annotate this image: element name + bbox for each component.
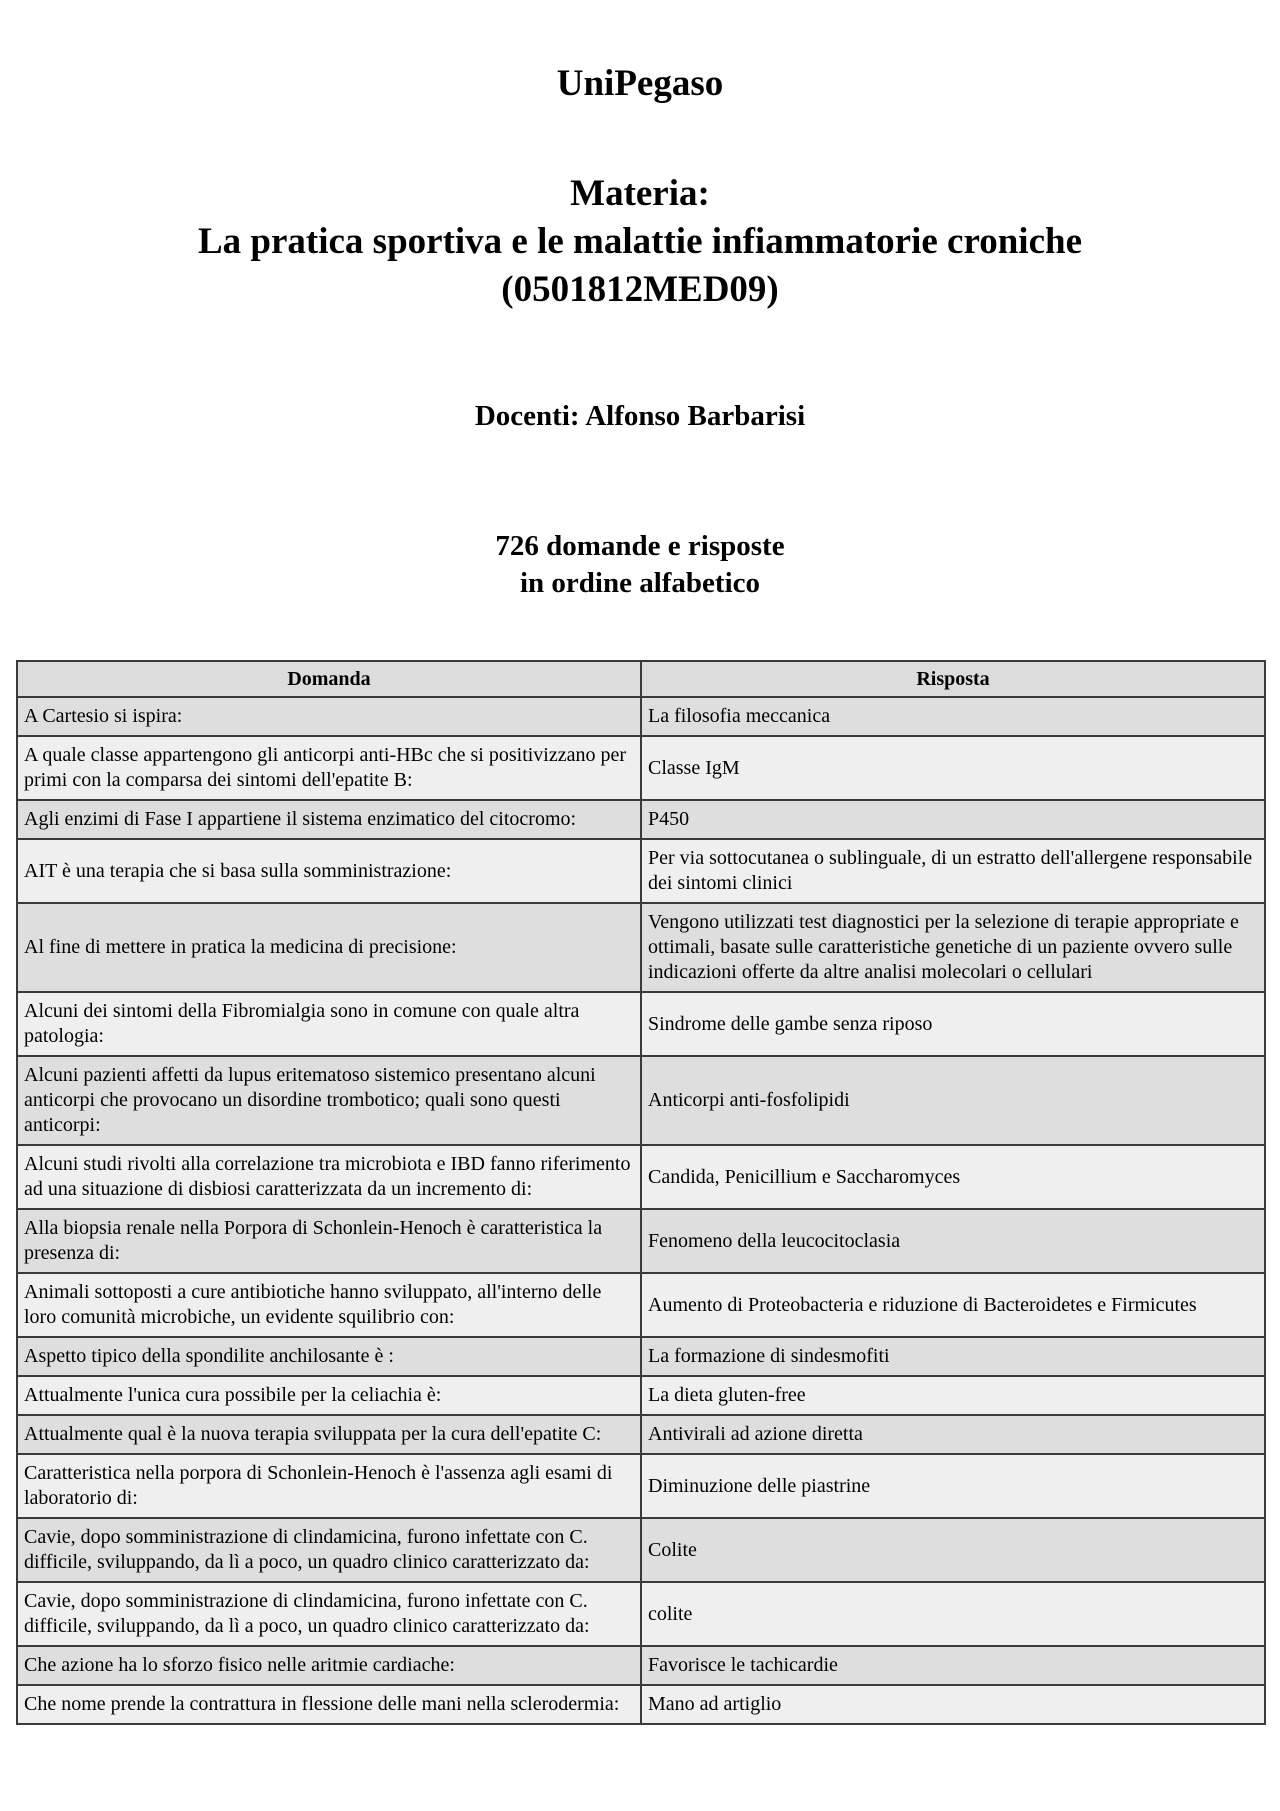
- table-row: [17, 1376, 1265, 1415]
- table-row: [17, 1273, 1265, 1337]
- materia-label: Materia:: [570, 173, 710, 214]
- question-cell: Cavie, dopo somministrazione di clindamicina, furono infettate con C. difficile, sviluppando, da lì a poco, un quadro clinico caratterizzato da:: [17, 1582, 641, 1646]
- question-cell: Alcuni dei sintomi della Fibromialgia sono in comune con quale altra patologia:: [17, 992, 641, 1056]
- question-cell: Attualmente qual è la nuova terapia sviluppata per la cura dell'epatite C:: [17, 1415, 641, 1454]
- university-title: UniPegaso: [556, 63, 724, 104]
- table-header-row: [17, 661, 1265, 697]
- qa-table: [16, 660, 1266, 1725]
- answer-cell: P450: [641, 800, 1265, 839]
- answer-cell: Anticorpi anti-fosfolipidi: [641, 1056, 1265, 1145]
- answer-cell: Vengono utilizzati test diagnostici per la selezione di terapie appropriate e ottimali, basate sulle caratteristiche genetiche di un paziente ovvero sulle indicazioni offerte da altre analisi molecolari o cellulari: [641, 903, 1265, 992]
- answer-cell: Diminuzione delle piastrine: [641, 1454, 1265, 1518]
- question-cell: Al fine di mettere in pratica la medicina di precisione:: [17, 903, 641, 992]
- table-row: [17, 1415, 1265, 1454]
- question-cell: Aspetto tipico della spondilite anchilosante è :: [17, 1337, 641, 1376]
- question-cell: Caratteristica nella porpora di Schonlein-Henoch è l'assenza agli esami di laboratorio di:: [17, 1454, 641, 1518]
- table-row: [17, 1209, 1265, 1273]
- question-cell: Attualmente l'unica cura possibile per la celiachia è:: [17, 1376, 641, 1415]
- table-row: [17, 1145, 1265, 1209]
- qa-table-body: [17, 697, 1265, 1724]
- question-cell: Agli enzimi di Fase I appartiene il sistema enzimatico del citocromo:: [17, 800, 641, 839]
- table-row: [17, 1646, 1265, 1685]
- question-cell: Alcuni pazienti affetti da lupus eritematoso sistemico presentano alcuni anticorpi che provocano un disordine trombotico; quali sono questi anticorpi:: [17, 1056, 641, 1145]
- question-cell: Che azione ha lo sforzo fisico nelle aritmie cardiache:: [17, 1646, 641, 1685]
- answer-cell: La dieta gluten-free: [641, 1376, 1265, 1415]
- table-row: [17, 903, 1265, 992]
- column-header-risposta: Risposta: [641, 661, 1265, 697]
- course-heading: [0, 170, 1280, 314]
- table-row: [17, 1582, 1265, 1646]
- count-line-2: in ordine alfabetico: [519, 567, 761, 599]
- table-row: [17, 839, 1265, 903]
- question-cell: Animali sottoposti a cure antibiotiche hanno sviluppato, all'interno delle loro comunità microbiche, un evidente squilibrio con:: [17, 1273, 641, 1337]
- question-cell: AIT è una terapia che si basa sulla somministrazione:: [17, 839, 641, 903]
- answer-cell: Candida, Penicillium e Saccharomyces: [641, 1145, 1265, 1209]
- table-row: [17, 1685, 1265, 1724]
- table-row: [17, 1518, 1265, 1582]
- column-header-domanda: Domanda: [17, 661, 641, 697]
- answer-cell: colite: [641, 1582, 1265, 1646]
- course-title: La pratica sportiva e le malattie infiammatorie croniche: [197, 221, 1083, 262]
- answer-cell: Favorisce le tachicardie: [641, 1646, 1265, 1685]
- table-row: [17, 1337, 1265, 1376]
- answer-cell: Fenomeno della leucocitoclasia: [641, 1209, 1265, 1273]
- question-cell: Che nome prende la contrattura in flessione delle mani nella sclerodermia:: [17, 1685, 641, 1724]
- answer-cell: Aumento di Proteobacteria e riduzione di Bacteroidetes e Firmicutes: [641, 1273, 1265, 1337]
- table-row: [17, 800, 1265, 839]
- question-cell: Cavie, dopo somministrazione di clindamicina, furono infettate con C. difficile, sviluppando, da lì a poco, un quadro clinico caratterizzato da:: [17, 1518, 641, 1582]
- table-row: [17, 992, 1265, 1056]
- answer-cell: Colite: [641, 1518, 1265, 1582]
- question-cell: Alla biopsia renale nella Porpora di Schonlein-Henoch è caratteristica la presenza di:: [17, 1209, 641, 1273]
- answer-cell: La filosofia meccanica: [641, 697, 1265, 736]
- question-cell: A Cartesio si ispira:: [17, 697, 641, 736]
- answer-cell: Antivirali ad azione diretta: [641, 1415, 1265, 1454]
- course-code: (0501812MED09): [501, 269, 779, 310]
- question-cell: A quale classe appartengono gli anticorpi anti-HBc che si positivizzano per primi con la comparsa dei sintomi dell'epatite B:: [17, 736, 641, 800]
- answer-cell: Classe IgM: [641, 736, 1265, 800]
- answer-cell: Per via sottocutanea o sublinguale, di un estratto dell'allergene responsabile dei sintomi clinici: [641, 839, 1265, 903]
- answer-cell: Sindrome delle gambe senza riposo: [641, 992, 1265, 1056]
- table-row: [17, 736, 1265, 800]
- table-row: [17, 697, 1265, 736]
- table-row: [17, 1454, 1265, 1518]
- docenti-line: Docenti: Alfonso Barbarisi: [474, 400, 806, 432]
- answer-cell: Mano ad artiglio: [641, 1685, 1265, 1724]
- question-cell: Alcuni studi rivolti alla correlazione tra microbiota e IBD fanno riferimento ad una situazione di disbiosi caratterizzata da un incremento di:: [17, 1145, 641, 1209]
- answer-cell: La formazione di sindesmofiti: [641, 1337, 1265, 1376]
- count-line-1: 726 domande e risposte: [495, 530, 785, 562]
- table-row: [17, 1056, 1265, 1145]
- question-count: [0, 528, 1280, 602]
